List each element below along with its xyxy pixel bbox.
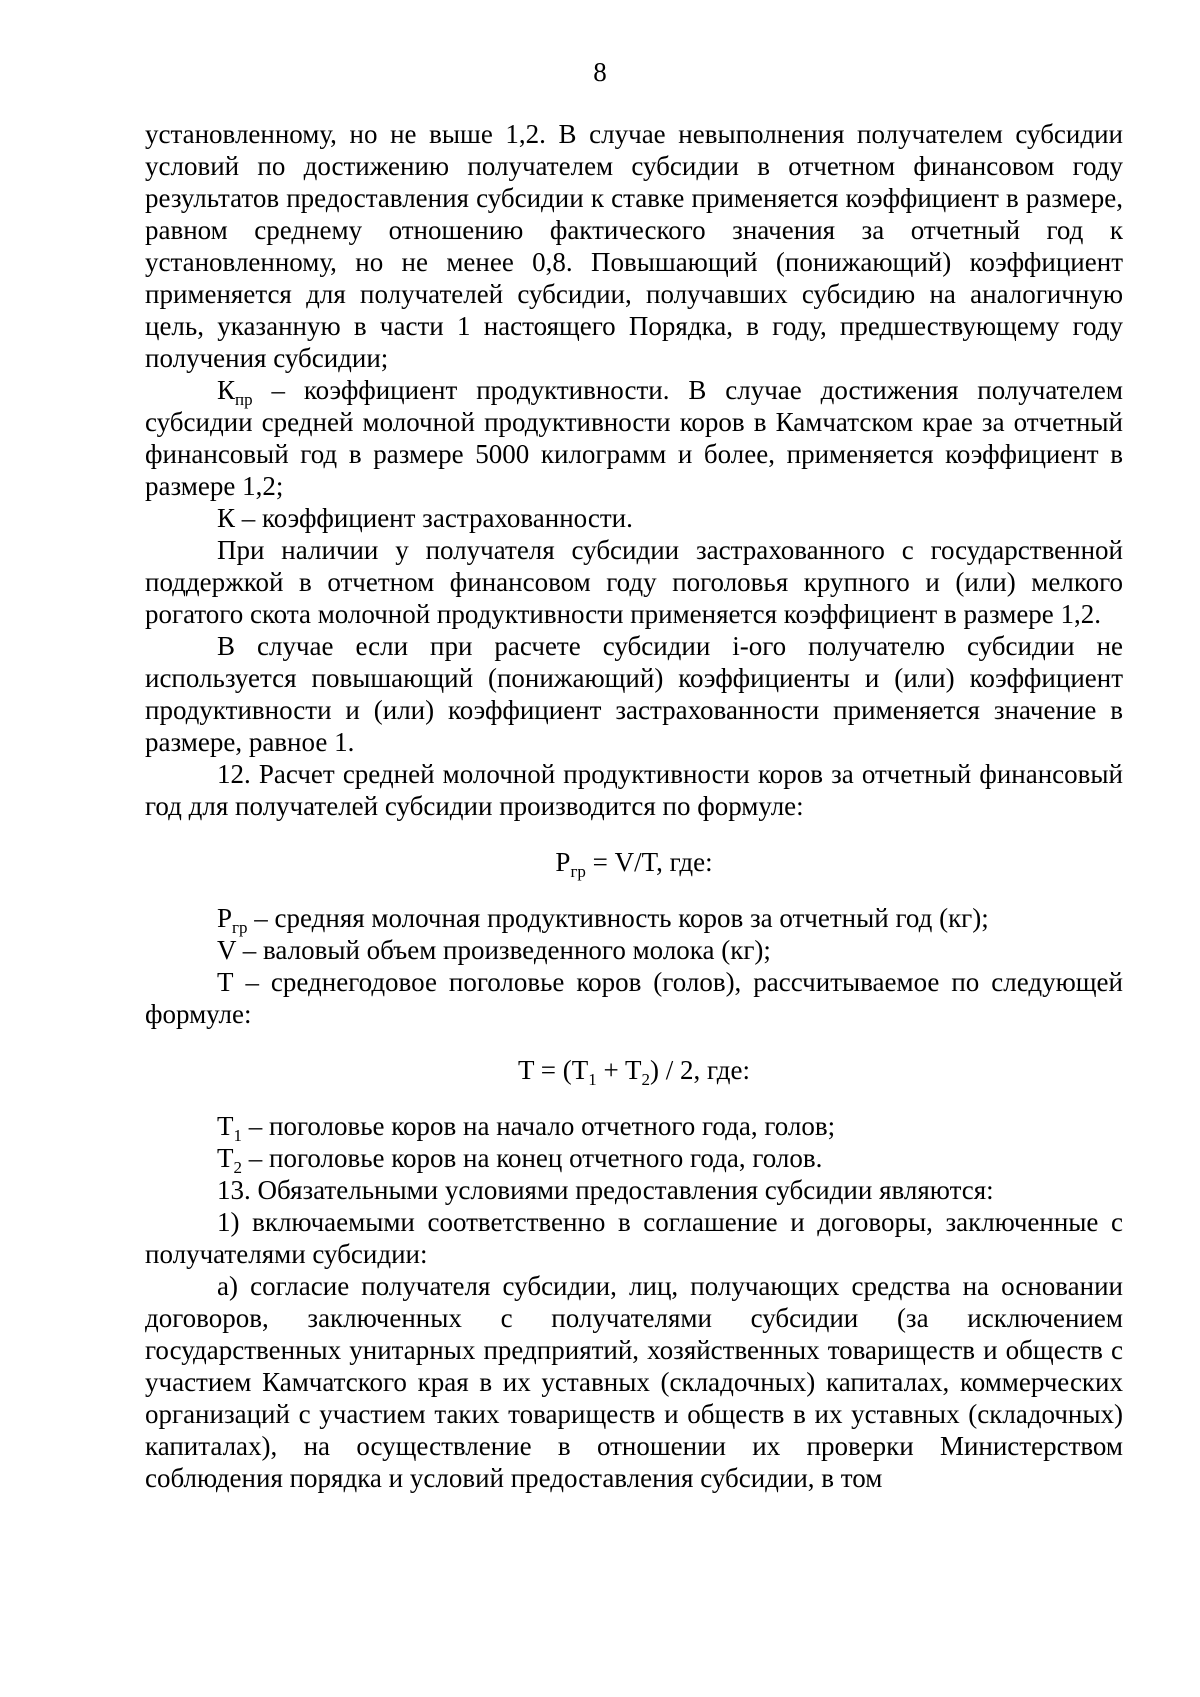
definition-v: V – валовый объем произведенного молока (кг); [217, 935, 771, 965]
definition-t: Т – среднегодовое поголовье коров (голов), рассчитываемое по следующей формуле: [145, 967, 1123, 1029]
symbol-p: Р [217, 903, 233, 933]
formula-productivity [145, 846, 1123, 881]
paragraph-insurance-coefficient: К – коэффициент застрахованности. [217, 503, 633, 533]
subscript-gr: гр [232, 918, 248, 937]
formula-subscript-2: 2 [641, 1070, 650, 1089]
formula-part-2: + T [596, 1055, 642, 1085]
definition-p-gr [145, 902, 1123, 937]
formula-subscript-gr: гр [570, 862, 586, 881]
formula-rest: = V/T, где: [585, 847, 713, 877]
subscript-1: 1 [233, 1126, 242, 1145]
paragraph-13-item-1a: а) согласие получателя субсидии, лиц, получающих средства на основании договоров, заключенных с получателями субсидии (за исключением государственных унитарных предприятий, хозяйственных товариществ и обществ с участием Камчатского края в их уставных (складочных) капиталах, коммерческих организаций с участием таких товариществ и обществ в их уставных (складочных) капиталах), на осуществление в отношении их проверки Министерством соблюдения порядка и условий предоставления субсидии, в том [145, 1271, 1123, 1493]
page-number: 8 [593, 57, 607, 87]
symbol-t: Т [217, 1143, 234, 1173]
formula-part-1: T = (T [518, 1055, 589, 1085]
paragraph-12: 12. Расчет средней молочной продуктивности коров за отчетный финансовый год для получателей субсидии производится по формуле: [145, 759, 1123, 821]
formula-part-3: ) / 2, где: [650, 1055, 750, 1085]
definition-t2 [145, 1142, 1123, 1177]
symbol-t: Т [217, 1111, 234, 1141]
paragraph-text: – коэффициент продуктивности. В случае достижения получателем субсидии средней молочной продуктивности коров в Камчатском крае за отчетный финансовый год в размере 5000 килограмм и более, применяется коэффициент в размере 1,2; [145, 375, 1123, 501]
document-body [145, 118, 1123, 1494]
formula-average-livestock [145, 1054, 1123, 1089]
formula-subscript-1: 1 [588, 1070, 597, 1089]
paragraph-insured-livestock: При наличии у получателя субсидии застрахованного с государственной поддержкой в отчетном финансовом году поголовья крупного и (или) мелкого рогатого скота молочной продуктивности применяется коэффициент в размере 1,2. [145, 535, 1123, 629]
paragraph-default-value: В случае если при расчете субсидии i-ого получателю субсидии не используется повышающий (понижающий) коэффициенты и (или) коэффициент продуктивности и (или) коэффициент застрахованности применяется значение в размере, равное 1. [145, 631, 1123, 757]
paragraph-13-item-1: 1) включаемыми соответственно в соглашение и договоры, заключенные с получателями субсидии: [145, 1207, 1123, 1269]
definition-t1 [145, 1110, 1123, 1145]
definition-text: – средняя молочная продуктивность коров за отчетный год (кг); [247, 903, 989, 933]
paragraph-13: 13. Обязательными условиями предоставления субсидии являются: [217, 1175, 994, 1205]
subscript-2: 2 [233, 1158, 242, 1177]
paragraph-1: установленному, но не выше 1,2. В случае невыполнения получателем субсидии условий по достижению получателем субсидии в отчетном финансовом году результатов предоставления субсидии к ставке применяется коэффициент в размере, равном среднему отношению фактического значения за отчетный год к установленному, но не менее 0,8. Повышающий (понижающий) коэффициент применяется для получателей субсидии, получавших субсидию на аналогичную цель, указанную в части 1 настоящего Порядка, в году, предшествующему году получения субсидии; [145, 119, 1123, 373]
definition-text: – поголовье коров на начало отчетного года, голов; [242, 1111, 836, 1141]
subscript-pr: пр [235, 390, 253, 409]
symbol-k: К [217, 375, 236, 405]
formula-symbol-p: P [555, 847, 571, 877]
paragraph-productivity-coefficient [145, 374, 1123, 502]
definition-text: – поголовье коров на конец отчетного года, голов. [242, 1143, 823, 1173]
